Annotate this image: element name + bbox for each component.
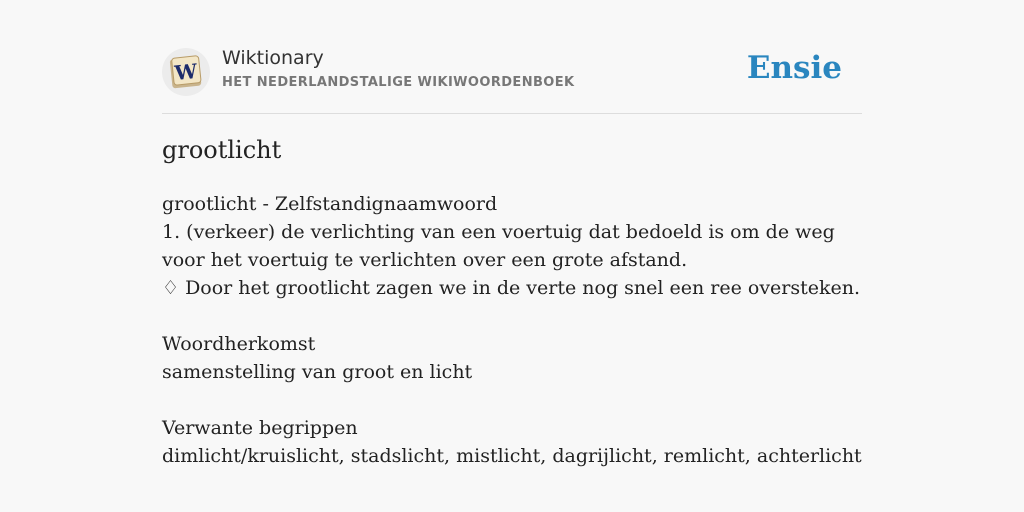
entry-body <box>162 190 862 470</box>
site-header <box>162 44 862 100</box>
wiktionary-tile-icon <box>168 54 204 90</box>
part-of-speech-line: grootlicht - Zelfstandignaamwoord <box>162 193 498 215</box>
site-name[interactable]: Wiktionary <box>222 47 324 69</box>
spacer <box>162 386 862 414</box>
related-terms-text: dimlicht/kruislicht, stadslicht, mistlicht, dagrijlicht, remlicht, achterlicht <box>162 445 862 467</box>
definition-text: 1. (verkeer) de verlichting van een voertuig dat bedoeld is om de weg voor het voertuig te verlichten over een grote afstand. <box>162 221 835 271</box>
entry-title: grootlicht <box>162 136 282 164</box>
header-divider <box>162 113 862 114</box>
spacer <box>162 302 862 330</box>
logo-letter: W <box>173 58 199 86</box>
related-terms-heading: Verwante begrippen <box>162 417 358 439</box>
ensie-logo-link[interactable]: Ensie <box>746 50 842 86</box>
wiktionary-logo-icon[interactable] <box>162 48 210 96</box>
etymology-heading: Woordherkomst <box>162 333 316 355</box>
example-sentence: ♢ Door het grootlicht zagen we in de verte nog snel een ree oversteken. <box>162 277 861 299</box>
page <box>162 0 862 512</box>
site-tagline: HET NEDERLANDSTALIGE WIKIWOORDENBOEK <box>222 75 575 90</box>
etymology-text: samenstelling van groot en licht <box>162 361 473 383</box>
